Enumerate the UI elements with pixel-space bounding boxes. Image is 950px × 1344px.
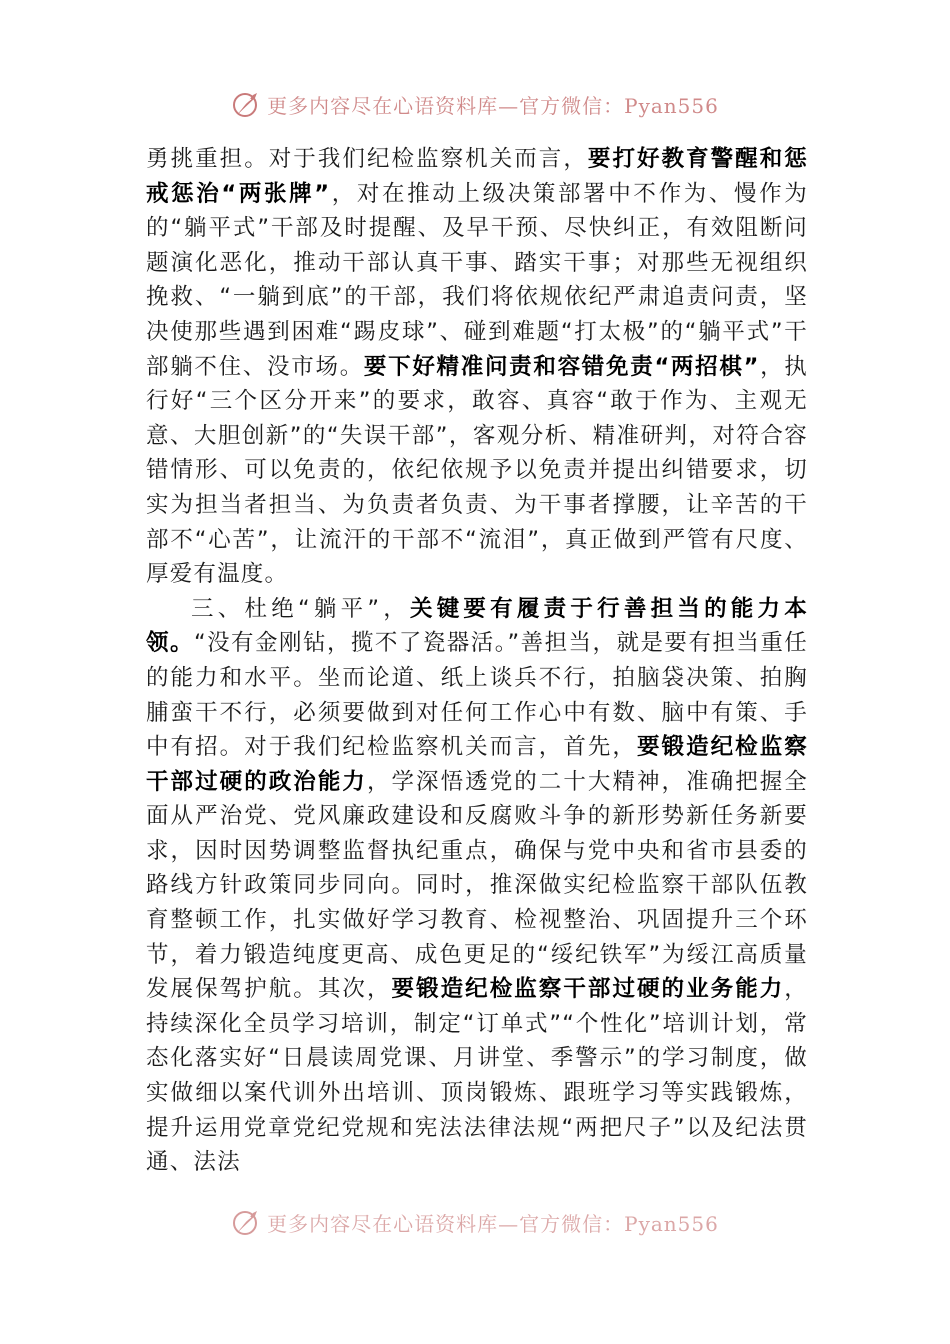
text-run: ，对在推动上级决策部署中不作为、慢作为的“躺平式”干部及时提醒、及早干预、尽快纠正，有效阻断问题演化恶化，推动干部认真干事、踏实干事；对那些无视组织挽救、“一躺到底”的干部，我们将依规依纪严肃追责问责，坚决使那些遇到困难“踢皮球”、碰到难题“打太极”的“躺平式”干部躺不住、没市场。 bbox=[146, 180, 808, 380]
paragraph-2 bbox=[146, 592, 808, 1180]
watermark-footer bbox=[0, 1202, 950, 1242]
text-run: 勇挑重担。对于我们纪检监察机关而言， bbox=[146, 146, 588, 172]
document-body bbox=[146, 142, 808, 1180]
bold-text-run: 要锻造纪检监察干部过硬的业务能力 bbox=[391, 976, 785, 1003]
quill-logo-icon bbox=[231, 89, 261, 119]
watermark-text: 更多内容尽在心语资料库—官方微信：Pyan556 bbox=[267, 93, 719, 118]
quill-logo-icon bbox=[231, 1207, 261, 1237]
bold-text-run: 要打好教育警醒和惩戒惩治“两张牌” bbox=[146, 146, 808, 207]
bold-text-run: 关键要有履责于行善担当的能力本领。 bbox=[146, 595, 808, 657]
text-run: ，执行好“三个区分开来”的要求，敢容、真容“敢于作为、主观无意、大胆创新”的“失误干部”，客观分析、精准研判，对符合容错情形、可以免责的，依纪依规予以免责并提出纠错要求，切实为担当者担当、为负责者负责、为干事者撑腰，让辛苦的干部不“心苦”，让流汗的干部不“流泪”，真正做到严管有尺度、厚爱有温度。 bbox=[146, 353, 808, 588]
bold-text-run: 要下好精准问责和容错免责“两招棋” bbox=[363, 353, 760, 380]
text-run: 三、杜绝“躺平”， bbox=[191, 595, 410, 622]
paragraph-1 bbox=[146, 142, 808, 592]
text-run: ，学深悟透党的二十大精神，准确把握全面从严治党、党风廉政建设和反腐败斗争的新形势新任务新要求，因时因势调整监督执纪重点，确保与党中央和省市县委的路线方针政策同步同向。同时，推深做实纪检监察干部队伍教育整顿工作，扎实做好学习教育、检视整治、巩固提升三个环节，着力锻造纯度更高、成色更足的“绥纪铁军”为绥江高质量发展保驾护航。其次， bbox=[146, 768, 808, 1003]
bold-text-run: 要锻造纪检监察干部过硬的政治能力 bbox=[146, 734, 808, 795]
watermark-text: 更多内容尽在心语资料库—官方微信：Pyan556 bbox=[267, 1211, 719, 1236]
text-run: “没有金刚钻，揽不了瓷器活。”善担当，就是要有担当重任的能力和水平。坐而论道、纸上谈兵不行，拍脑袋决策、拍胸脯蛮干不行，必须要做到对任何工作心中有数、脑中有策、手中有招。对于我们纪检监察机关而言，首先， bbox=[146, 630, 808, 761]
watermark-header bbox=[0, 84, 950, 124]
text-run: ，持续深化全员学习培训，制定“订单式”“个性化”培训计划，常态化落实好“日晨读周党课、月讲堂、季警示”的学习制度，做实做细以案代训外出培训、顶岗锻炼、跟班学习等实践锻炼，提升运用党章党纪党规和宪法法律法规“两把尺子”以及纪法贯通、法法 bbox=[146, 976, 808, 1176]
